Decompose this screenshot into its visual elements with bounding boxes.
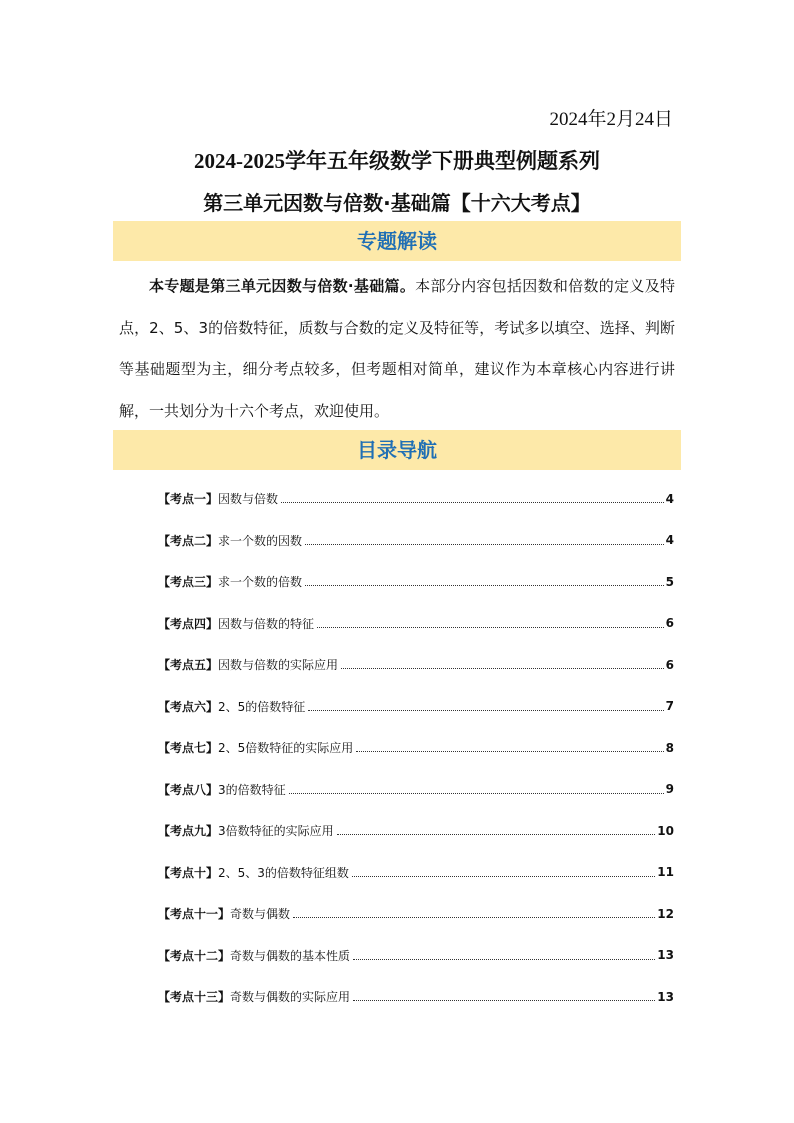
toc-item-title: 因数与倍数的特征 [218, 616, 315, 631]
toc-item-page: 4 [665, 491, 674, 506]
toc-item[interactable] [158, 852, 674, 894]
toc-item[interactable] [158, 520, 674, 562]
toc-item-page: 8 [665, 740, 674, 755]
toc-item[interactable] [158, 893, 674, 935]
intro-paragraph [119, 266, 675, 432]
toc-dot-leader [305, 585, 664, 586]
intro-bold-text: 本专题是第三单元因数与倍数·基础篇。 [149, 277, 416, 295]
toc-dot-leader [352, 876, 655, 877]
toc-item[interactable] [158, 976, 674, 1018]
toc-item-title: 求一个数的因数 [218, 533, 303, 548]
toc-item-key: 【考点八】 [158, 782, 219, 797]
toc-item-page: 11 [657, 865, 674, 880]
toc-item-title: 2、5、3的倍数特征组数 [218, 865, 349, 880]
toc-item[interactable] [158, 686, 674, 728]
section-heading-intro: 专题解读 [113, 221, 681, 261]
document-date: 2024年2月24日 [549, 109, 673, 130]
toc-item-title: 求一个数的倍数 [218, 575, 303, 590]
document-title-line2: 第三单元因数与倍数·基础篇【十六大考点】 [203, 191, 591, 215]
toc-item[interactable] [158, 561, 674, 603]
toc-item[interactable] [158, 603, 674, 645]
toc-item-page: 6 [665, 657, 674, 672]
toc-item[interactable] [158, 644, 674, 686]
toc-item-key: 【考点九】 [158, 824, 219, 839]
toc-item[interactable] [158, 769, 674, 811]
toc-item-title: 因数与倍数 [218, 492, 279, 507]
toc-item-page: 4 [665, 533, 674, 548]
toc-item-title: 3倍数特征的实际应用 [218, 824, 334, 839]
toc-item-key: 【考点二】 [158, 533, 219, 548]
toc-item-page: 7 [665, 699, 674, 714]
toc-dot-leader [317, 627, 664, 628]
toc-item[interactable] [158, 810, 674, 852]
toc-dot-leader [341, 668, 664, 669]
toc-dot-leader [356, 751, 663, 752]
intro-body-text: 本部分内容包括因数和倍数的定义及特点，2、5、3的倍数特征，质数与合数的定义及特征等，考试多以填空、选择、判断等基础题型为主，细分考点较多，但考题相对简单，建议作为本章核心内容进行讲解，一共划分为十六个考点，欢迎使用。 [119, 277, 675, 420]
toc-item-page: 5 [665, 574, 674, 589]
toc-item-title: 奇数与偶数 [230, 907, 291, 922]
toc-dot-leader [337, 834, 656, 835]
toc-dot-leader [308, 710, 663, 711]
toc-item-key: 【考点十】 [158, 865, 219, 880]
toc-dot-leader [353, 959, 655, 960]
section-heading-toc: 目录导航 [113, 430, 681, 470]
toc-item-key: 【考点一】 [158, 492, 219, 507]
toc-item-key: 【考点十二】 [158, 948, 231, 963]
toc-item-page: 13 [657, 989, 674, 1004]
toc-item[interactable] [158, 727, 674, 769]
toc-item[interactable] [158, 935, 674, 977]
toc-item-title: 奇数与偶数的实际应用 [230, 990, 351, 1005]
toc-item-page: 10 [657, 823, 674, 838]
toc-dot-leader [353, 1000, 655, 1001]
toc-item-page: 6 [665, 616, 674, 631]
toc-item-key: 【考点三】 [158, 575, 219, 590]
toc-dot-leader [293, 917, 655, 918]
toc-item[interactable] [158, 478, 674, 520]
table-of-contents [158, 478, 674, 1018]
toc-item-title: 奇数与偶数的基本性质 [230, 948, 351, 963]
toc-item-page: 13 [657, 948, 674, 963]
toc-item-title: 因数与倍数的实际应用 [218, 658, 339, 673]
toc-item-page: 12 [657, 906, 674, 921]
toc-item-key: 【考点五】 [158, 658, 219, 673]
toc-item-page: 9 [665, 782, 674, 797]
document-title-line1: 2024-2025学年五年级数学下册典型例题系列 [194, 149, 600, 173]
toc-dot-leader [305, 544, 664, 545]
toc-dot-leader [281, 502, 664, 503]
toc-item-key: 【考点十三】 [158, 990, 231, 1005]
toc-item-title: 2、5的倍数特征 [218, 699, 306, 714]
toc-item-key: 【考点七】 [158, 741, 219, 756]
toc-item-title: 2、5倍数特征的实际应用 [218, 741, 354, 756]
toc-item-key: 【考点四】 [158, 616, 219, 631]
toc-item-title: 3的倍数特征 [218, 782, 286, 797]
toc-item-key: 【考点六】 [158, 699, 219, 714]
toc-dot-leader [289, 793, 664, 794]
toc-item-key: 【考点十一】 [158, 907, 231, 922]
